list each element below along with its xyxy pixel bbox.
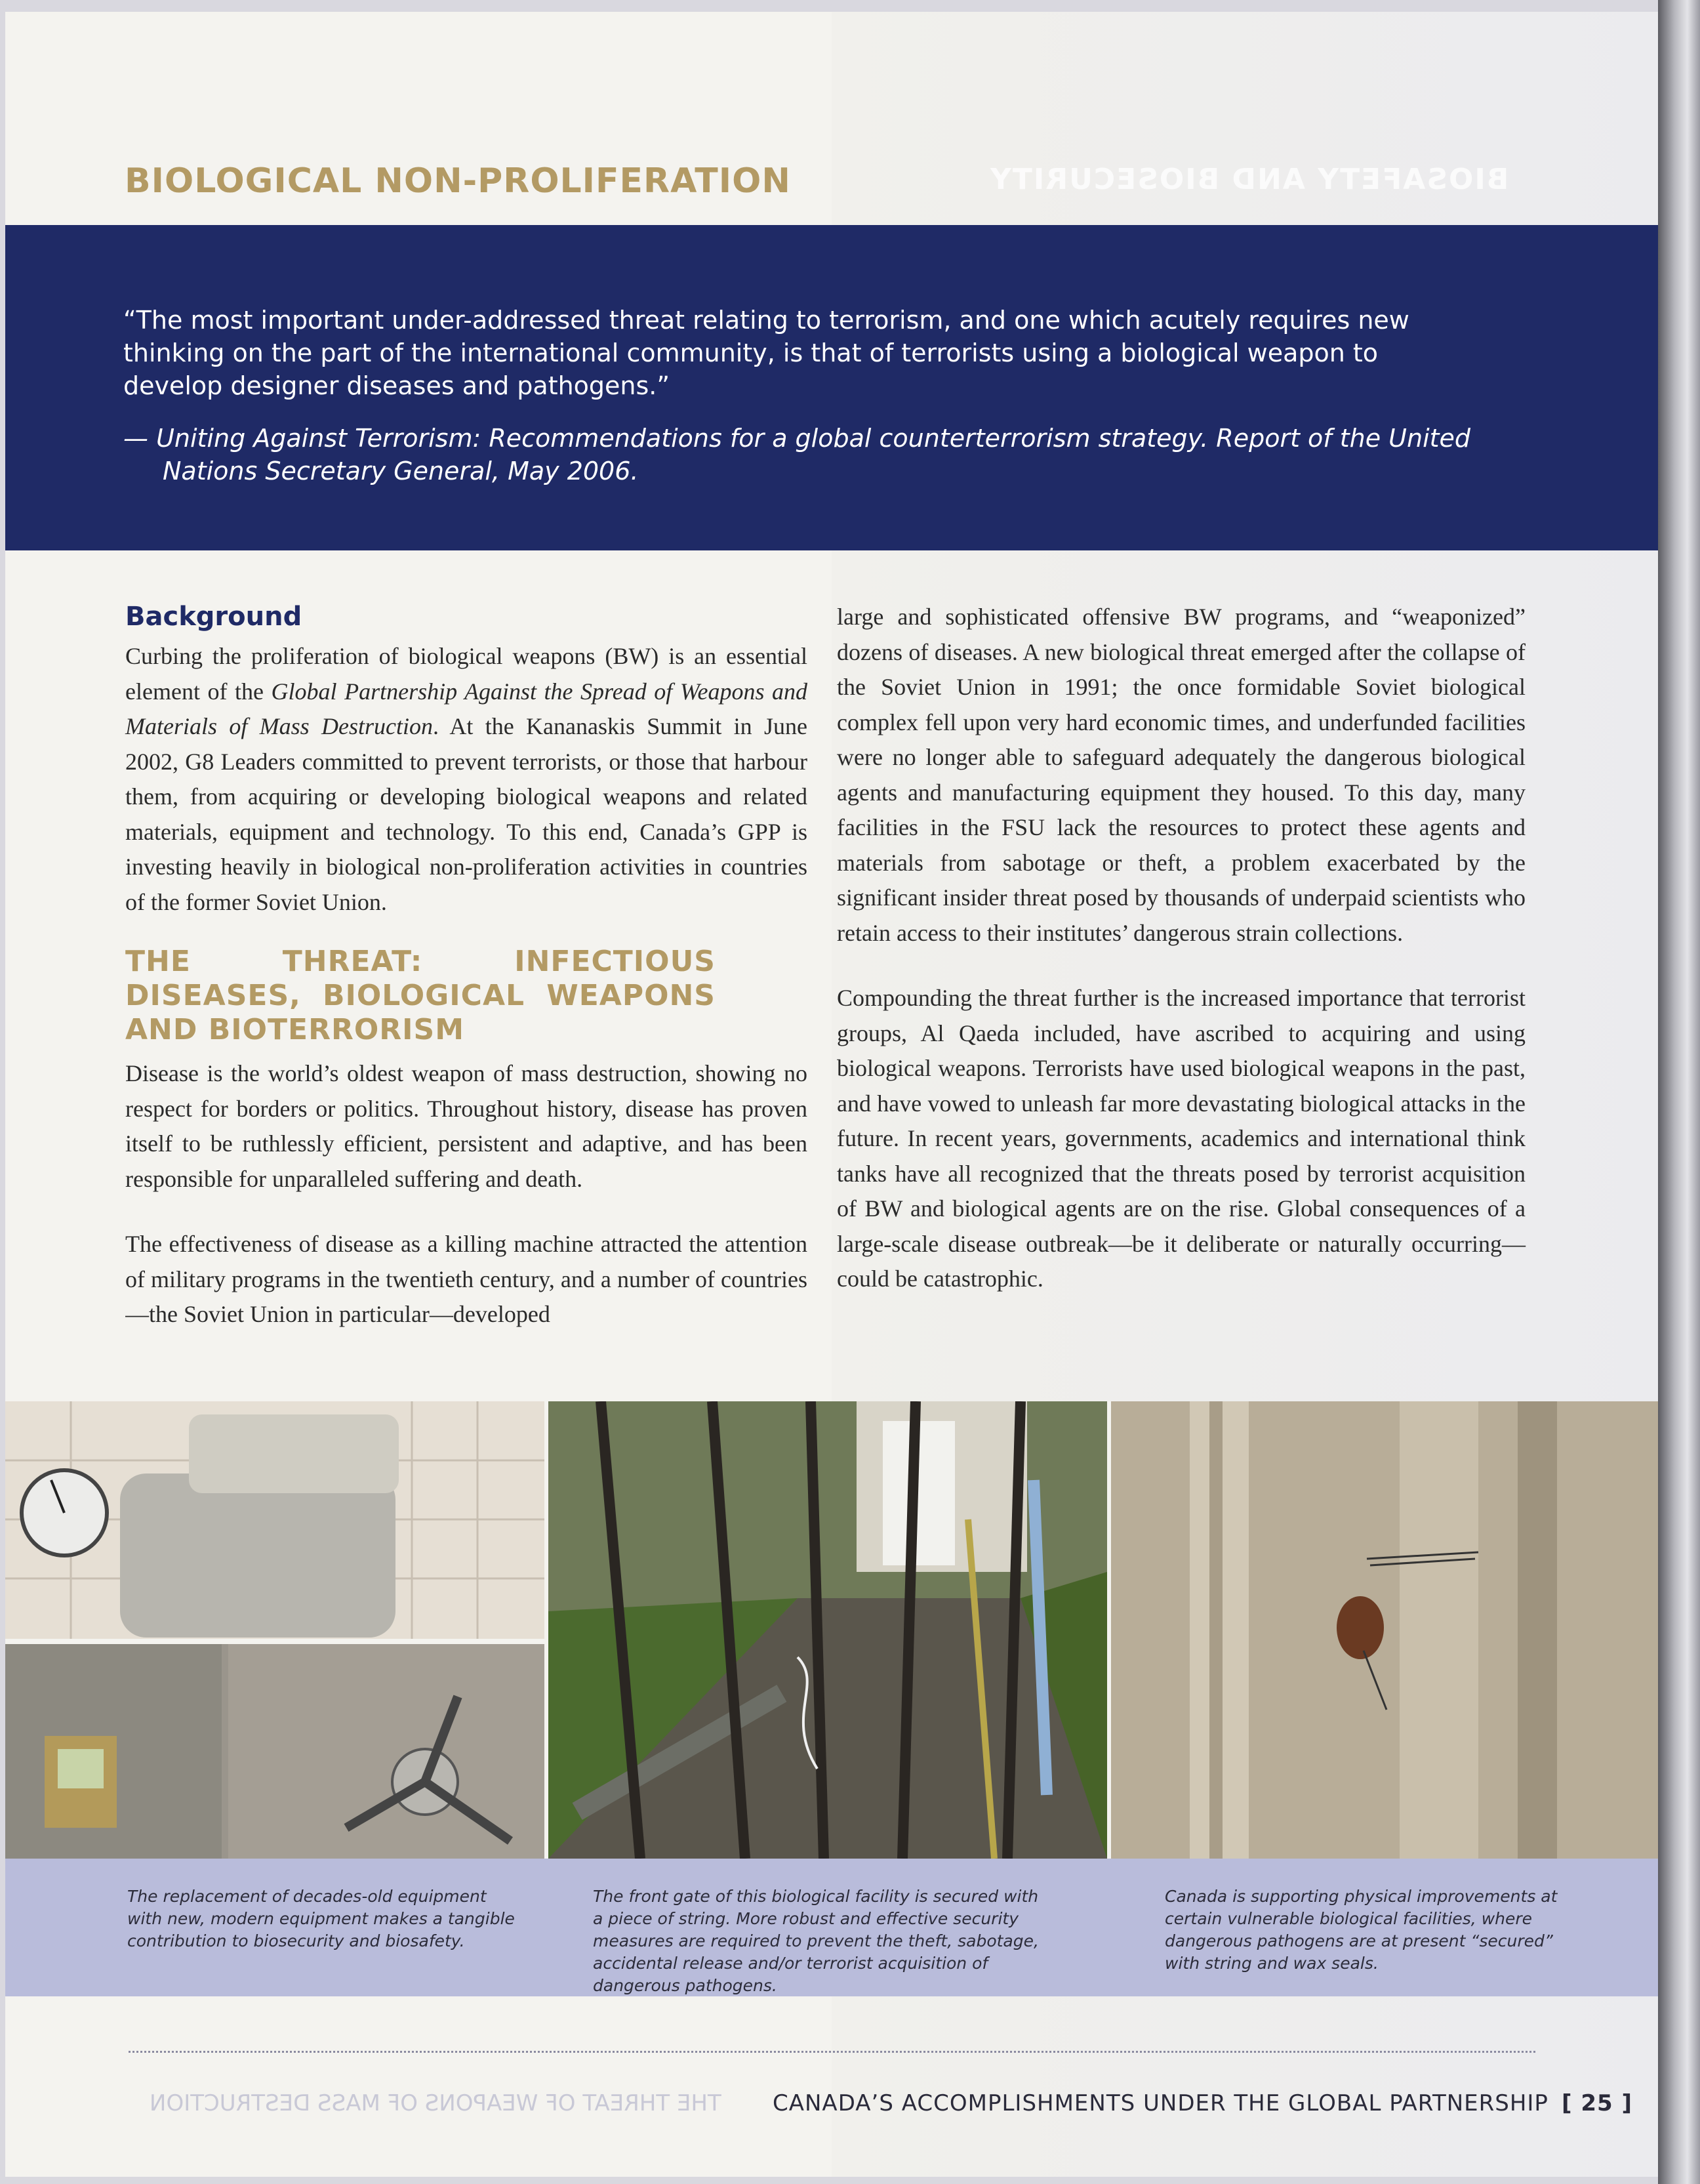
quote-text: “The most important under-addressed threat relating to terrorism, and one which acutely requires new thinking on the part of the international community, is that of terrorists using a biological weapon to develop designer diseases and pathogens.” [123,306,1409,400]
photo-front-gate [548,1401,1107,1859]
threat-paragraph-1: Disease is the world’s oldest weapon of mass destruction, showing no respect for borders or politics. Throughout history, disease has proven itself to be ruthlessly efficient, persistent and adaptive, and has been responsible for unparalleled suffering and death. [125,1060,807,1192]
caption-wax-seal: Canada is supporting physical improvements at certain vulnerable biological facilities, where dangerous pathogens are at present “secured” with string and wax seals. [1165,1887,1558,1973]
page-title: BIOLOGICAL NON-PROLIFERATION [125,161,791,201]
caption-front-gate: The front gate of this biological facility is secured with a piece of string. More robust and effective security measures are required to prevent the theft, sabotage, accidental release and/or terrorist acquisition of dangerous pathogens. [593,1887,1039,1995]
quote-banner [5,225,1658,550]
photo-wax-seal-door [1111,1401,1658,1859]
bleed-through-title: BIOSAFETY AND BIOSECURITY [989,163,1509,196]
page-number: [ 25 ] [1561,2090,1633,2116]
threat-paragraph-2-continued: large and sophisticated offensive BW programs, and “weaponized” dozens of diseases. A new biological threat emerged after the collapse of the Soviet Union in 1991; the once formidable Soviet biological complex fell upon very hard economic times, and underfunded facilities were no longer able to safeguard adequately the dangerous biological agents and manufacturing equipment they housed. To this day, many facilities in the FSU lack the resources to protect these agents and materials from sabotage or theft, a problem exacerbated by the significant insider threat posed by thousands of underpaid scientists who retain access to their institutes’ dangerous strain collections. [837,604,1526,946]
background-paragraph: Curbing the proliferation of biological weapons (BW) is an essential element of the Global Partnership Against the Spread of Weapons and Materials of Mass Destruction. At the Kananaskis Summit in June 2002, G8 Leaders committed to prevent terrorists, or those that harbour them, from acquiring or developing biological weapons and related materials, equipment and technology. To this end, Canada’s GPP is investing heavily in biological non-proliferation activities in countries of the former Soviet Union. [125,643,807,915]
page-footer [773,2090,1632,2116]
footer-text: CANADA’S ACCOMPLISHMENTS UNDER THE GLOBAL PARTNERSHIP [773,2090,1548,2116]
threat-heading: THE THREAT: INFECTIOUS DISEASES, BIOLOGICAL WEAPONS AND BIOTERRORISM [125,945,716,1046]
page [5,12,1658,2177]
left-column [125,598,807,1332]
threat-paragraph-2: The effectiveness of disease as a killing machine attracted the attention of military programs in the twentieth century, and a number of countries—the Soviet Union in particular—developed [125,1231,807,1327]
book-binding [1658,0,1700,2184]
right-column [837,600,1526,1297]
bleed-through-footer: THE THREAT OF WEAPONS OF MASS DESTRUCTION [150,2090,721,2116]
quote-attribution: — Uniting Against Terrorism: Recommendations for a global counterterrorism strategy. Report of the United Nations Secretary General, May 2006. [123,424,1471,485]
caption-equipment: The replacement of decades-old equipment with new, modern equipment makes a tangible contribution to biosecurity and biosafety. [127,1887,515,1950]
threat-paragraph-3: Compounding the threat further is the increased importance that terrorist groups, Al Qaeda included, have ascribed to acquiring and using biological weapons. Terrorists have used biological weapons in the past, and have vowed to unleash far more devastating biological attacks in the future. In recent years, governments, academics and international think tanks have all recognized that the threats posed by terrorist acquisition of BW and biological agents are on the rise. Global consequences of a large-scale disease outbreak—be it deliberate or naturally occurring—could be catastrophic. [837,985,1526,1292]
footer-rule [129,2051,1535,2053]
photo-old-equipment [5,1401,544,1859]
background-heading: Background [125,602,302,632]
